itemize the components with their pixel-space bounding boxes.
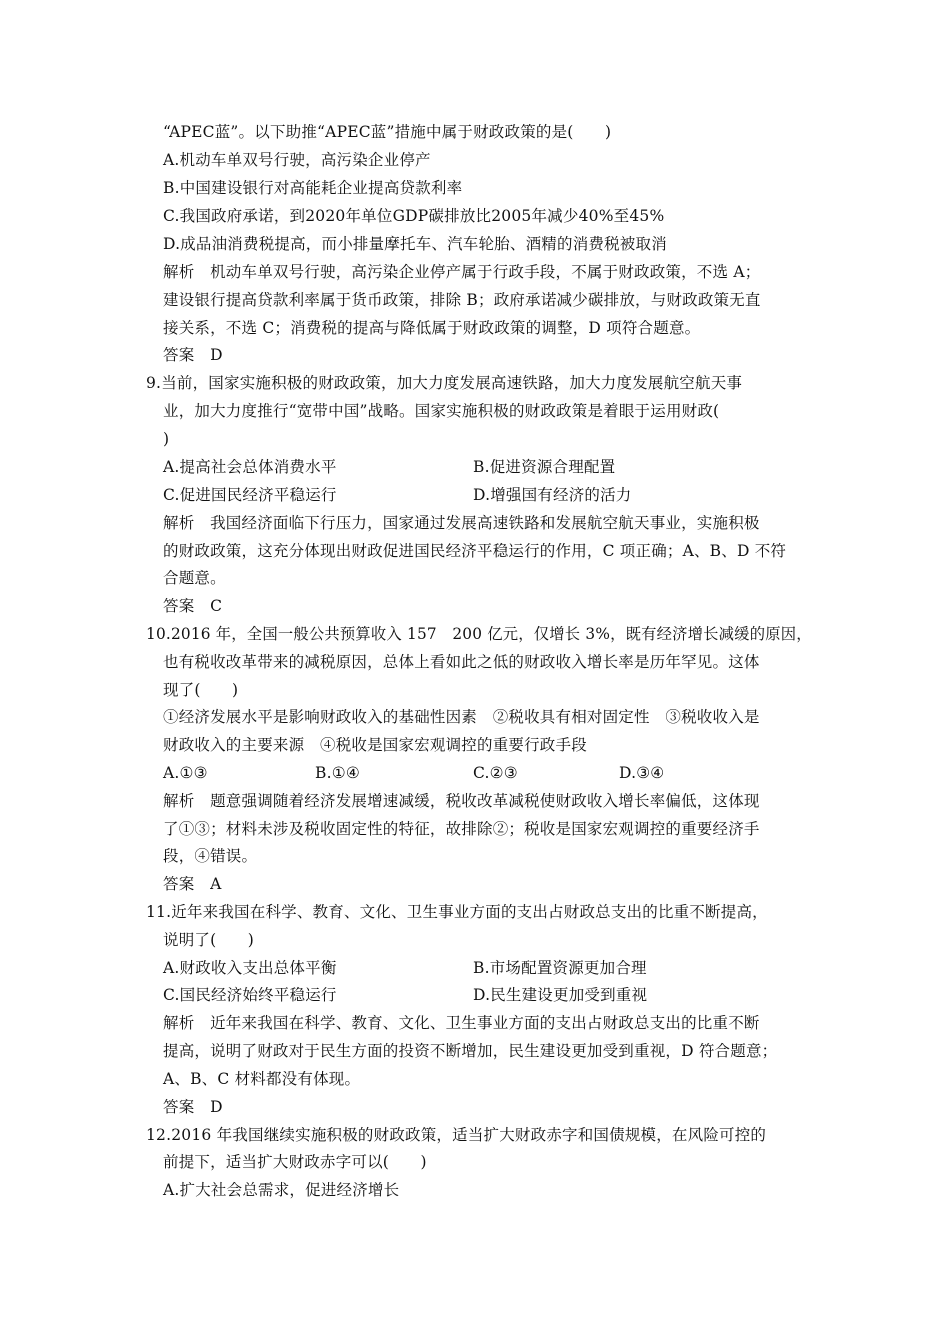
option-b: B.中国建设银行对高能耗企业提高贷款利率 — [163, 179, 463, 197]
question-stem: 前提下，适当扩大财政赤字可以( ) — [163, 1153, 427, 1171]
analysis-line: 解析 我国经济面临下行压力，国家通过发展高速铁路和发展航空航天事业，实施积极 — [163, 514, 760, 532]
analysis-line: A、B、C 材料都没有体现。 — [163, 1070, 361, 1088]
option-c: C.②③ — [473, 764, 518, 782]
analysis-line: 解析 近年来我国在科学、教育、文化、卫生事业方面的支出占财政总支出的比重不断 — [163, 1014, 760, 1032]
analysis-line: 解析 题意强调随着经济发展增速减缓，税收改革减税使财政收入增长率偏低，这体现 — [163, 792, 760, 810]
option-a: A.提高社会总体消费水平 — [163, 458, 337, 476]
option-c: C.促进国民经济平稳运行 — [163, 486, 337, 504]
question-stem: 10.2016 年，全国一般公共预算收入 157 200 亿元，仅增长 3%，既有经济增长减缓的原因， — [146, 625, 812, 643]
option-c: C.我国政府承诺，到2020年单位GDP碳排放比2005年减少40%至45% — [163, 207, 665, 225]
answer: 答案 D — [163, 1098, 223, 1116]
option-b: B.促进资源合理配置 — [473, 458, 616, 476]
option-b: B.市场配置资源更加合理 — [473, 959, 647, 977]
option-a: A.①③ — [163, 764, 208, 782]
question-stem: 12.2016 年我国继续实施积极的财政政策，适当扩大财政赤字和国债规模，在风险可控的 — [146, 1126, 767, 1144]
analysis-line: 提高，说明了财政对于民生方面的投资不断增加，民生建设更加受到重视，D 符合题意； — [163, 1042, 778, 1060]
answer: 答案 D — [163, 346, 223, 364]
option-a: A.扩大社会总需求，促进经济增长 — [163, 1181, 400, 1199]
question-stem: 现了( ) — [163, 681, 239, 699]
option-d: D.民生建设更加受到重视 — [473, 986, 648, 1004]
analysis-line: 建设银行提高贷款利率属于货币政策，排除 B；政府承诺减少碳排放，与财政政策无直 — [163, 291, 761, 309]
answer: 答案 A — [163, 875, 222, 893]
analysis-line: 的财政政策，这充分体现出财政促进国民经济平稳运行的作用，C 项正确；A、B、D 不符 — [163, 542, 787, 560]
analysis-line: 解析 机动车单双号行驶，高污染企业停产属于行政手段，不属于财政政策，不选 A； — [163, 263, 761, 281]
analysis-line: 了①③；材料未涉及税收固定性的特征，故排除②；税收是国家宏观调控的重要经济手 — [163, 820, 760, 838]
statement-items: 财政收入的主要来源 ④税收是国家宏观调控的重要行政手段 — [163, 736, 587, 754]
option-d: D.成品油消费税提高，而小排量摩托车、汽车轮胎、酒精的消费税被取消 — [163, 235, 667, 253]
question-stem: 说明了( ) — [163, 931, 254, 949]
analysis-line: 段，④错误。 — [163, 847, 258, 865]
question-stem: ) — [163, 430, 170, 448]
question-stem: “APEC蓝”。以下助推“APEC蓝”措施中属于财政政策的是( ) — [163, 123, 612, 141]
analysis-line: 接关系，不选 C；消费税的提高与降低属于财政政策的调整，D 项符合题意。 — [163, 319, 701, 337]
answer: 答案 C — [163, 597, 223, 615]
question-stem: 也有税收改革带来的减税原因，总体上看如此之低的财政收入增长率是历年罕见。这体 — [163, 653, 760, 671]
option-b: B.①④ — [315, 764, 360, 782]
statement-items: ①经济发展水平是影响财政收入的基础性因素 ②税收具有相对固定性 ③税收收入是 — [163, 708, 760, 726]
option-a: A.财政收入支出总体平衡 — [163, 959, 337, 977]
option-d: D.增强国有经济的活力 — [473, 486, 632, 504]
option-d: D.③④ — [619, 764, 665, 782]
analysis-line: 合题意。 — [163, 569, 226, 587]
option-c: C.国民经济始终平稳运行 — [163, 986, 337, 1004]
question-stem: 9.当前，国家实施积极的财政政策，加大力度发展高速铁路，加大力度发展航空航天事 — [146, 374, 743, 392]
option-a: A.机动车单双号行驶，高污染企业停产 — [163, 151, 431, 169]
question-stem: 业，加大力度推行“宽带中国”战略。国家实施积极的财政政策是着眼于运用财政( — [163, 402, 720, 420]
question-stem: 11.近年来我国在科学、教育、文化、卫生事业方面的支出占财政总支出的比重不断提高， — [146, 903, 768, 921]
